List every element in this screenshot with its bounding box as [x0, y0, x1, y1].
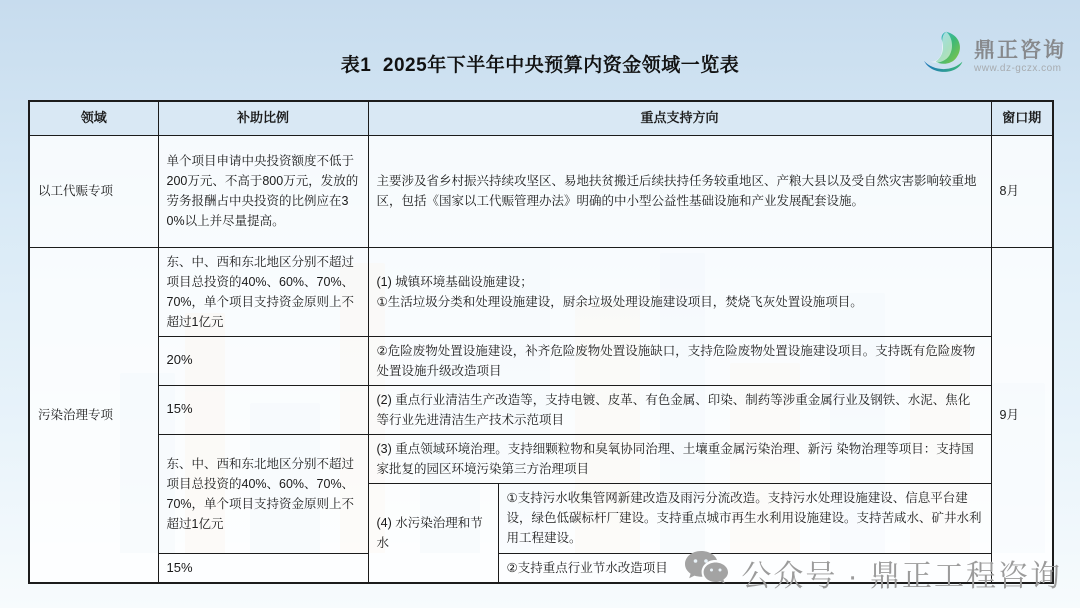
funding-table [28, 100, 1054, 584]
cell-subsidy-pollution-4: 东、中、西和东北地区分别不超过项目总投资的40%、60%、70%、70%，单个项目支持资金原则上不超过1亿元 [158, 434, 368, 553]
row-pollution-3 [29, 385, 1053, 434]
cell-subsidy-pollution-2: 20% [158, 336, 368, 385]
row-pollution-1 [29, 247, 1053, 336]
row-pollution-2 [29, 336, 1053, 385]
wechat-icon [685, 550, 729, 596]
header-window: 窗口期 [991, 101, 1053, 135]
footer-watermark [685, 550, 1062, 596]
cell-direction-work-relief: 主要涉及省乡村振兴持续攻坚区、易地扶贫搬迁后续扶持任务较重地区、产粮大县以及受自然灾害影响较重地区，包括《国家以工代赈管理办法》明确的中小型公益性基础设施和产业发展配套设施。 [368, 135, 991, 247]
cell-field-work-relief: 以工代赈专项 [29, 135, 158, 247]
cell-category-water: (4) 水污染治理和节水 [368, 483, 498, 583]
cell-direction-pollution-4: (3) 重点领域环境治理。支持细颗粒物和臭氧协同治理、土壤重金属污染治理、新污 染物治理等项目：支持国家批复的园区环境污染第三方治理项目 [368, 434, 991, 483]
header-field: 领域 [29, 101, 158, 135]
cell-subsidy-work-relief: 单个项目申请中央投资额度不低于200万元、不高于800万元，发放的劳务报酬占中央投资的比例应在30%以上并尽量提高。 [158, 135, 368, 247]
brand-logo [921, 30, 1066, 83]
brand-swoosh-icon [921, 30, 967, 83]
row-work-relief [29, 135, 1053, 247]
cell-window-pollution: 9月 [991, 247, 1053, 583]
brand-website: www.dz-gczx.com [974, 62, 1062, 74]
table-header-row [29, 101, 1053, 135]
page-title: 表1 2025年下半年中央预算内资金领域一览表 [340, 55, 740, 76]
cell-field-pollution: 污染治理专项 [29, 247, 158, 583]
row-pollution-4 [29, 434, 1053, 483]
footer-watermark-text: 公众号 · 鼎正工程咨询 [741, 560, 1062, 593]
cell-direction-pollution-5: ①支持污水收集管网新建改造及雨污分流改造。支持污水处理设施建设、信息平台建设，绿色低碳标杆厂建设。支持重点城市再生水利用设施建设。支持苦咸水、矿井水利用工程建设。 [498, 483, 991, 553]
cell-window-work-relief: 8月 [991, 135, 1053, 247]
header-direction: 重点支持方向 [368, 101, 991, 135]
cell-subsidy-pollution-3: 15% [158, 385, 368, 434]
brand-name: 鼎正咨询 [974, 39, 1066, 63]
cell-subsidy-pollution-6: 15% [158, 553, 368, 583]
direction-1-line2: ①生活垃圾分类和处理设施建设，厨余垃圾处理设施建设项目，焚烧飞灰处置设施项目。 [376, 294, 863, 309]
cell-direction-pollution-1 [368, 247, 991, 336]
direction-1-line1: (1) 城镇环境基础设施建设； [376, 274, 533, 289]
header-subsidy: 补助比例 [158, 101, 368, 135]
cell-direction-pollution-3: (2) 重点行业清洁生产改造等，支持电镀、皮革、有色金属、印染、制药等涉重金属行业及钢铁、水泥、焦化等行业先进清洁生产技术示范项目 [368, 385, 991, 434]
cell-direction-pollution-2: ②危险废物处置设施建设，补齐危险废物处置设施缺口，支持危险废物处置设施建设项目。支持既有危险废物处置设施升级改造项目 [368, 336, 991, 385]
cell-subsidy-pollution-1: 东、中、西和东北地区分别不超过项目总投资的40%、60%、70%、70%，单个项目支持资金原则上不超过1亿元 [158, 247, 368, 336]
cell-direction-pollution-6: ②支持重点行业节水改造项目 [498, 553, 991, 583]
